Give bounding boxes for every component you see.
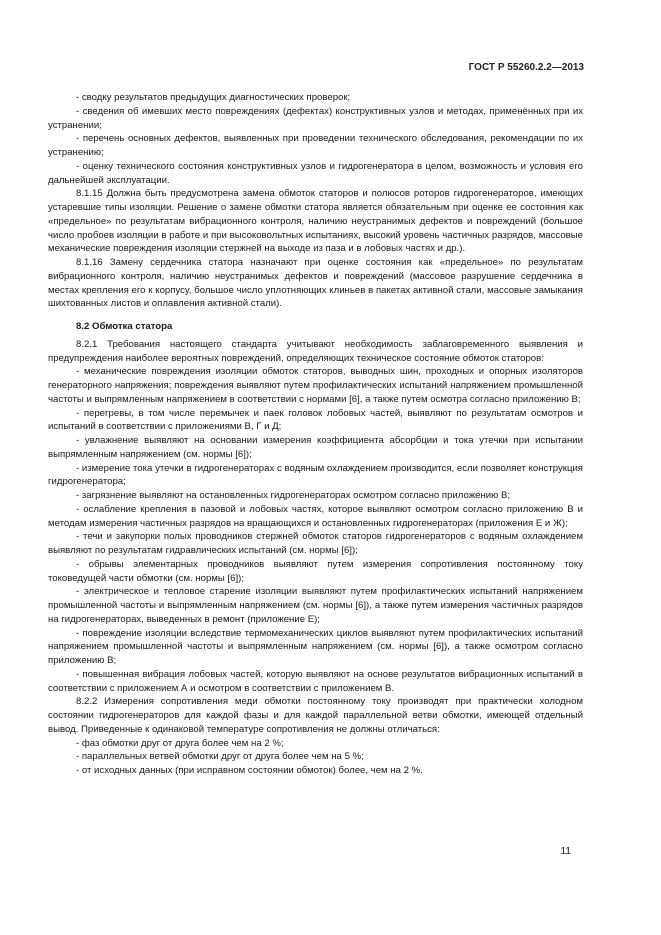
list-item: - перегревы, в том числе перемычек и паек головок лобовых частей, выявляют по результатам осмотров и испытаний в соответствии с приложениями В, Г и Д; — [48, 407, 583, 433]
page-body — [48, 91, 583, 778]
list-item: - перечень основных дефектов, выявленных при проведении технического обследования, рекомендации по их устранению; — [48, 133, 583, 158]
list-item: - измерение тока утечки в гидрогенераторах с водяным охлаждением производится, если позволяет конструкция гидрогенератора; — [48, 462, 583, 488]
list-item: - течи и закупорки полых проводников стержней обмоток статоров гидрогенераторов с водяным охлаждением выявляют по результатам гидравлических испытаний (см. нормы [6]); — [48, 531, 583, 556]
paragraph-8-1-15: 8.1.15 Должна быть предусмотрена замена обмоток статоров и полюсов роторов гидрогенераторов, имеющих устаревшие типы изоляции. Решение о замене обмотки статора является обязательным при оценке ее состояния как «предельное» по результатам вибрационного контроля, наличию неустранимых дефектов и повреждений (большое число пробоев изоляции в работе и при высоковольтных испытаниях, высокий уровень частичных разрядов, массовые механические повреждения изоляции стержней на выходе из паза и в лобовых частях и др.). — [48, 188, 583, 255]
list-item: - увлажнение выявляют на основании измерения коэффициента абсорбции и тока утечки при испытании выпрямленным напряжением (см. нормы [6]); — [48, 435, 583, 460]
list-item: - оценку технического состояния конструктивных узлов и гидрогенератора в целом, возможность и условия его дальнейшей эксплуатации. — [48, 160, 583, 186]
list-item: - ослабление крепления в пазовой и лобовых частях, которое выявляют осмотром согласно приложению В и методам измерения частичных разрядов на вращающихся и остановленных гидрогенераторах (приложения Е и Ж); — [48, 503, 583, 529]
list-item: - повышенная вибрация лобовых частей, которую выявляют на основе результатов вибрационных испытаний в соответствии с приложением А и осмотром в соответствии с приложением В. — [48, 668, 583, 694]
list-item: - фаз обмотки друг от друга более чем на 2 %; — [76, 737, 284, 749]
paragraph-8-2-2: 8.2.2 Измерения сопротивления меди обмотки постоянному току производят при практически холодном состоянии гидрогенераторов для каждой фазы и для каждой параллельной ветви обмотки, имеющей отдельный вывод. Приведенные к одинаковой температуре сопротивления не должны отличаться: — [48, 696, 583, 735]
standard-header: ГОСТ Р 55260.2.2—2013 — [468, 62, 584, 73]
section-heading: 8.2 Обмотка статора — [76, 321, 173, 332]
list-item: - параллельных ветвей обмотки друг от друга более чем на 5 %; — [76, 751, 364, 763]
list-item: - механические повреждения изоляции обмоток статоров, выводных шин, проходных и опорных изоляторов генераторного напряжения; повреждения выявляют путем профилактических испытаний напряжением промышленной частоты и выпрямленным напряжением в соответствии с нормами [6], а также путем осмотра согласно приложению В; — [48, 366, 583, 405]
paragraph-8-2-1: 8.2.1 Требования настоящего стандарта учитывают необходимость заблаговременного выявления и предупреждения наиболее вероятных повреждений, определяющих техническое состояние обмоток статоров: — [48, 338, 583, 364]
list-item: - повреждение изоляции вследствие термомеханических циклов выявляют путем профилактических испытаний напряжением промышленной частоты и выпрямленным напряжением (см. нормы [6]), а также осмотром согласно приложению В; — [48, 627, 583, 666]
paragraph-8-1-16: 8.1.16 Замену сердечника статора назначают при оценке состояния как «предельное» по результатам вибрационного контроля, наличию неустранимых дефектов и повреждений (массовое разрушение сердечника в местах крепления его к корпусу, большое число уплотняющих клиньев в пакетах активной стали, массовые замыкания шихтованных листов и оплавления активной стали). — [48, 257, 583, 310]
list-item: - от исходных данных (при исправном состоянии обмоток) более, чем на 2 %. — [76, 765, 423, 776]
list-item: - обрывы элементарных проводников выявляют путем измерения сопротивления постоянному току токоведущей части обмотки (см. нормы [6]); — [48, 558, 583, 584]
list-item: - сводку результатов предыдущих диагностических проверок; — [76, 92, 351, 103]
list-item: - загрязнение выявляют на остановленных гидрогенераторах осмотром согласно приложению В; — [76, 490, 511, 501]
page-number: 11 — [560, 846, 571, 857]
list-item: - сведения об имевших место повреждениях (дефектах) конструктивных узлов и методах, применённых при их устранении; — [48, 105, 583, 131]
list-item: - электрическое и тепловое старение изоляции выявляют путем профилактических испытаний напряжением промышленной частоты и выпрямленным напряжением (см. нормы [6]), а также путем измерения частичных разрядов на гидрогенераторах, выведенных в ремонт (приложение Е); — [48, 586, 583, 625]
